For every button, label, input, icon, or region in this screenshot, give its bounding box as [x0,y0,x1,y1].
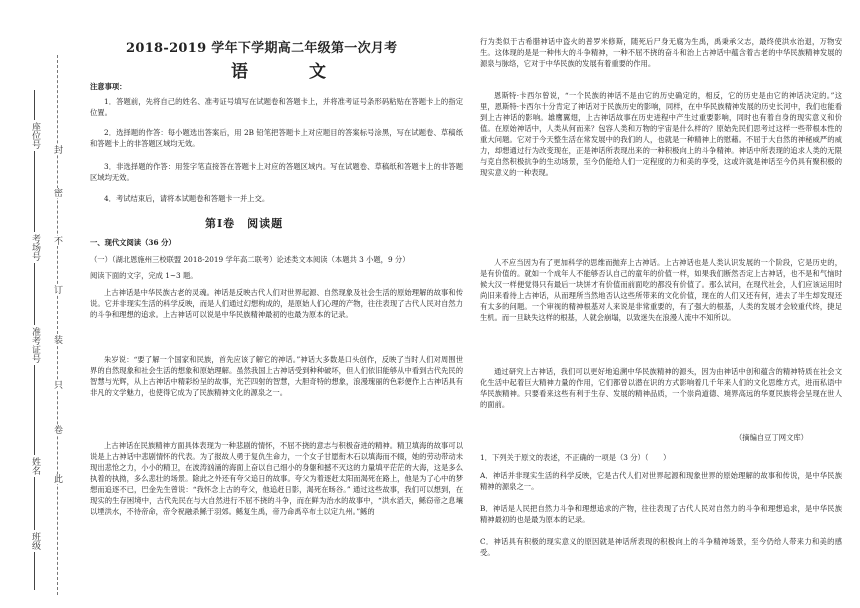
exam-title: 2018-2019 学年下学期高二年级第一次月考 [126,41,398,56]
sub-heading: （一）（湖北恩施州三校联盟 2018-2019 学年高二联考）论述类文本阅读（本题共 3 小题，9 分） [90,255,410,264]
binding-label: 密 [52,188,62,198]
binding-margin [0,0,72,608]
seat-number-field: 座位号 [30,122,40,149]
class-field: 班级 [30,532,40,550]
passage-paragraph: 上古神话是中华民族古老的灵魂。神话是反映古代人们对世界起源、自然现象及社会生活的原始理解的故事和传说。它并非现实生活的科学反映，而是人们通过幻想构成的，是原始人们心理的产物，往往表现了古代人民对自然力的斗争和理想的追求。上古神话可以说是中华民族精神最初的也最为原本的记录。 [90,288,463,319]
binding-label: 封 [52,145,62,155]
note-item: 2．选择题的作答：每小题选出答案后，用 2B 铅笔把答题卡上对应题目的答案标号涂黑，写在试题卷、草稿纸和答题卡上的非答题区域均无效。 [90,128,463,148]
question-stem: 1．下列关于原文的表述，不正确的一项是（3 分）（ ） [480,453,671,462]
passage-paragraph: 通过研究上古神话，我们可以更好地追溯中华民族精神的源头，因为由神话中创和蕴含的精神特质在社会文化生活中起着巨大精神力量的作用，它们都曾以潜在识的方式影响着几千年来人们的文化思维方式，进而私语中华民族精神。只要看来这些有利于生存、发展的精神品质，一个崇尚道德、境界高远的华夏民族将会呈现在世人的面前。 [480,367,842,409]
binding-label: 订 [52,285,62,295]
notes-heading: 注意事项： [90,82,127,91]
option-c: C．神话具有积极的现实意义的原因就是神话所表现的积极向上的斗争精神场景，至今仍给人带来力和美的感受。 [480,537,842,557]
passage-paragraph: 人不应当因为有了更加科学的思维而抛弃上古神话。上古神话也是人类认识发展的一个阶段，它是历史的，是有价值的。就如一个成年人不能够否认自己的童年的价值一样，如果我们断然否定上古神话，也不是和气恼时候大汉一样便觉得只有最后一块饼才有价值而前面吃的都没有价值了。那么试问，在现代社会，人们应该运用时尚旧来看待上古神话，从而理所当然地否认这些所带来的文化价值，现在的人们又还有何，进去了半生却发现还有太多的问题。一个审视的精神根基对人来说是非常重要的，有了强大的根基，人类的发展才会较重代终，捷足生机。而一旦缺失这样的根基，人就会崩塌，以致迷失在浪漫人流中不知所以。 [480,258,842,322]
passage-paragraph: 行为类似于古希腊神话中盗火的普罗米修斯，随死后尸身无腐为生禹，禹秉承父志，最终使洪水治退，万物安生。这体现的是是一种伟大的斗争精神，一种不屈不挠的奋斗和治上古神话中蕴含着古老的中华民族精神发展的源泉与脉络，它对于中华民族的发展有着重要的作用。 [480,37,842,68]
note-item: 3．非选择题的作答：用签字笔直接答在答题卡上对应的答题区域内。写在试题卷、草稿纸和答题卡上的非答题区域均无效。 [90,162,463,182]
section-title: 第Ⅰ卷 阅读题 [205,217,284,230]
note-item: 4．考试结束后，请将本试题卷和答题卡一并上交。 [104,194,270,203]
option-a: A．神话并非现实生活的科学反映，它是古代人们对世界起源和现象世界的原始理解的故事和传说，是中华民族精神的源泉之一。 [480,471,842,491]
source-note: （摘编自豆丁网文库） [735,433,808,442]
room-number-field: 考场号 [30,234,40,261]
instruction: 阅读下面的文字，完成 1~3 题。 [90,271,198,280]
part-heading: 一、现代文阅读（36 分） [90,238,176,247]
passage-paragraph: 上古神话在民族精神方面具体表现为一种悲剧的情怀，不屈不挠的意志与积极奋进的精神。精卫填海的故事可以说是上古神话中悲剧情怀的代表。为了报故人勇于复仇生命力，一个女子甘愿衔木石以填海而不辍，她的劳动带动未现出悲怆之力，小小的精卫，在波涛汹涌的海面上奋以自己细小的身躯和撼不灭这的力量填平茫茫的大海，这是多么执着的执拗，多么悲壮的场景。除此之外还有夸父追日的故事。夸父为着逐赶太阳而渴死在路上，他是为了心中的梦想而追逐不已，巴金先生曾说：“我怀念上古的夸父，他追赶日影，渴死在旸谷。” 通过这些故事，我们可以想到，在现实的生存困境中，古代先民在与大自然进行不屈不挠的斗争，而在鲜为治水的故事中，“洪水滔天，鲧窃帝之息壤以堙洪水，不待帝命，帝令祝融杀鲧于羽郊。鲧复生禹，帝乃命禹卒布土以定九州。”鲧的 [90,441,463,516]
binding-label: 此 [52,474,62,484]
binding-label: 装 [52,335,62,345]
subject-title: 语 文 [231,62,348,82]
binding-label: 不 [52,236,62,246]
admission-number-field: 准考证号 [30,327,40,363]
binding-label: 只 [52,380,62,390]
note-item: 1．答题前，先将自己的姓名、准考证号填写在试题卷和答题卡上，并将准考证号条形码粘贴在答题卡上的指定位置。 [90,97,463,117]
passage-paragraph: 恩斯特·卡西尔曾说，“一个民族的神话不是由它的历史确定的，相反，它的历史是由它的神话决定的。”这里，恩斯特·卡西尔十分肯定了神话对于民族历史的影响，同样，在中华民族精神发展的历史长河中，我们也能看到上古神话的影响。雄鹰翼翅，上古神话故事在历史进程中产生过重要影响，同时也有着自身的现实意义和价值。在原始神话中，人类从何而来？包容人类和万物的宇宙是什么样的？原始先民们思考过这样一些带根本性的重大问题。它对于今天整生活在常发展中的我们的人，也就是一种精神上的慰藉。不屈于大自然的神秘威严的威力，却想通过行为改变现在，正是神话所表现出来的一种积极向上的斗争精神。神话中所表现的追求人类的无限与克自然积极抗争的生动场景，至今仍能给人们一定程度的力和美的享受，这或许就是神话至今仍具有聚积极的现实意义的一种表现。 [480,91,842,177]
option-b: B．神话是人民把自然力斗争和理想追求的产物，往往表现了古代人民对自然力的斗争和理想追求，是中华民族精神最初的也是最为原本的记录。 [480,504,842,524]
passage-paragraph: 朱岁说：“要了解一个国家和民族，首先应该了解它的神话。”神话大多数是口头创作，反映了当时人们对周围世界的自然现象和社会生活的想象和原始理解。虽然我国上古神话受到种种破坏，但人们依旧能够从中看到古代先民的智慧与光辉，从上古神话中精彩纷呈的故事，光芒四射的智慧，大胆奇特的想象，浪漫瑰丽的色彩便作上古神话具有非凡的文学魅力，也使得它成为了民族精神文化的源泉之一。 [90,355,463,397]
binding-label: 卷 [52,425,62,435]
name-field: 姓名 [30,457,40,475]
binding-cut-line [57,55,58,595]
